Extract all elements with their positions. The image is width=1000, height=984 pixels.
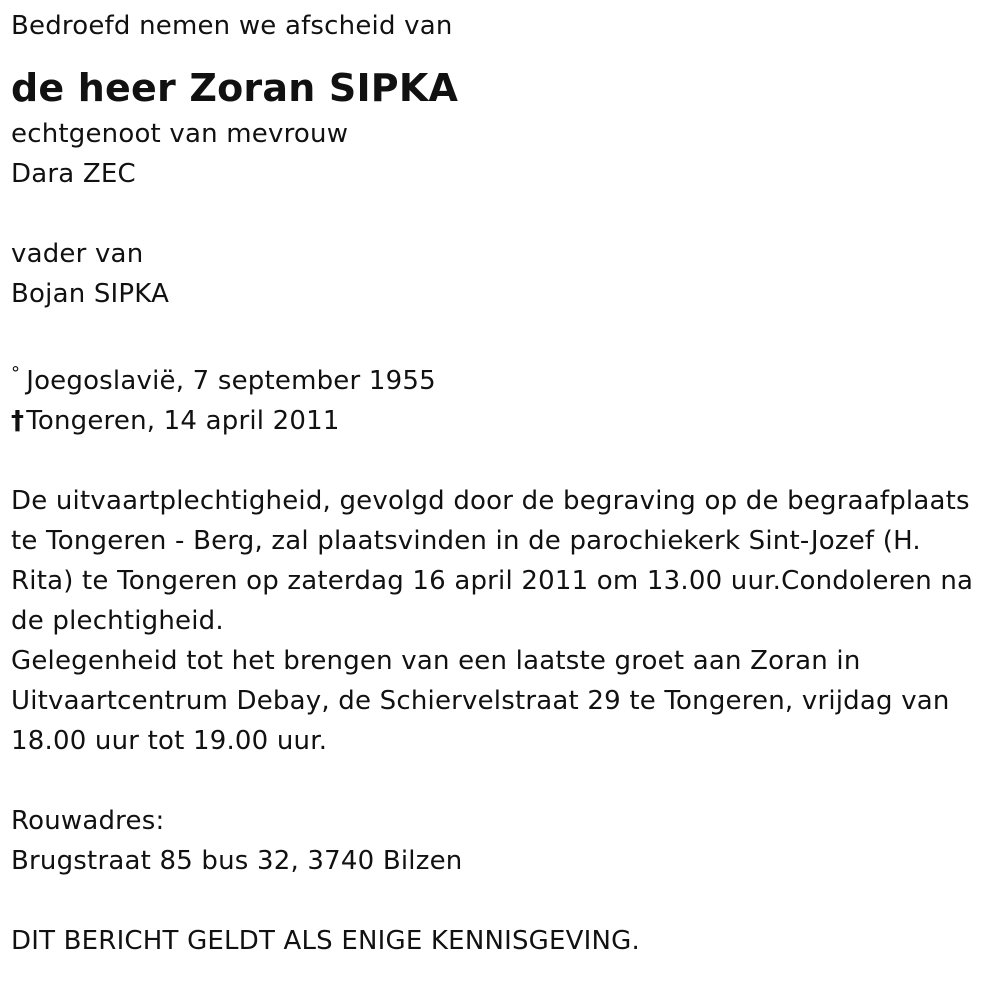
address-label: Rouwadres: [11,806,165,836]
intro-text: Bedroefd nemen we afscheid van [11,11,453,41]
deceased-name: de heer Zoran SIPKA [11,66,459,110]
spouse-relation: echtgenoot van mevrouw [11,119,349,149]
ceremony-paragraph: De uitvaartplechtigheid, gevolgd door de begraving op de begraafplaats te Tongeren - Berg, zal plaatsvinden in de parochiekerk Sint-Jozef (H. Rita) te Tongeren op zaterdag 16 april 2011 om 13.00 uur.Condoleren na de plechtigheid. [11,486,974,636]
spacer [11,441,986,481]
birth-line [11,354,986,401]
birth-text: Joegoslavië, 7 september 1955 [26,366,436,396]
spacer [11,194,986,234]
child-name: Bojan SIPKA [11,279,170,309]
death-line [11,401,986,441]
obituary-notice [11,6,986,961]
spacer [11,881,986,921]
farewell-paragraph: Gelegenheid tot het brengen van een laatste groet aan Zoran in Uitvaartcentrum Debay, de Schiervelstraat 29 te Tongeren, vrijdag van 18.00 uur tot 19.00 uur. [11,646,950,756]
spouse-name: Dara ZEC [11,159,136,189]
cross-icon: † [11,406,25,436]
closing-statement: DIT BERICHT GELDT ALS ENIGE KENNISGEVING. [11,926,640,956]
spacer [11,314,986,354]
death-text: Tongeren, 14 april 2011 [26,406,340,436]
child-relation: vader van [11,239,144,269]
spacer [11,761,986,801]
address-text: Brugstraat 85 bus 32, 3740 Bilzen [11,846,463,876]
birth-symbol-icon: ° [11,363,21,384]
